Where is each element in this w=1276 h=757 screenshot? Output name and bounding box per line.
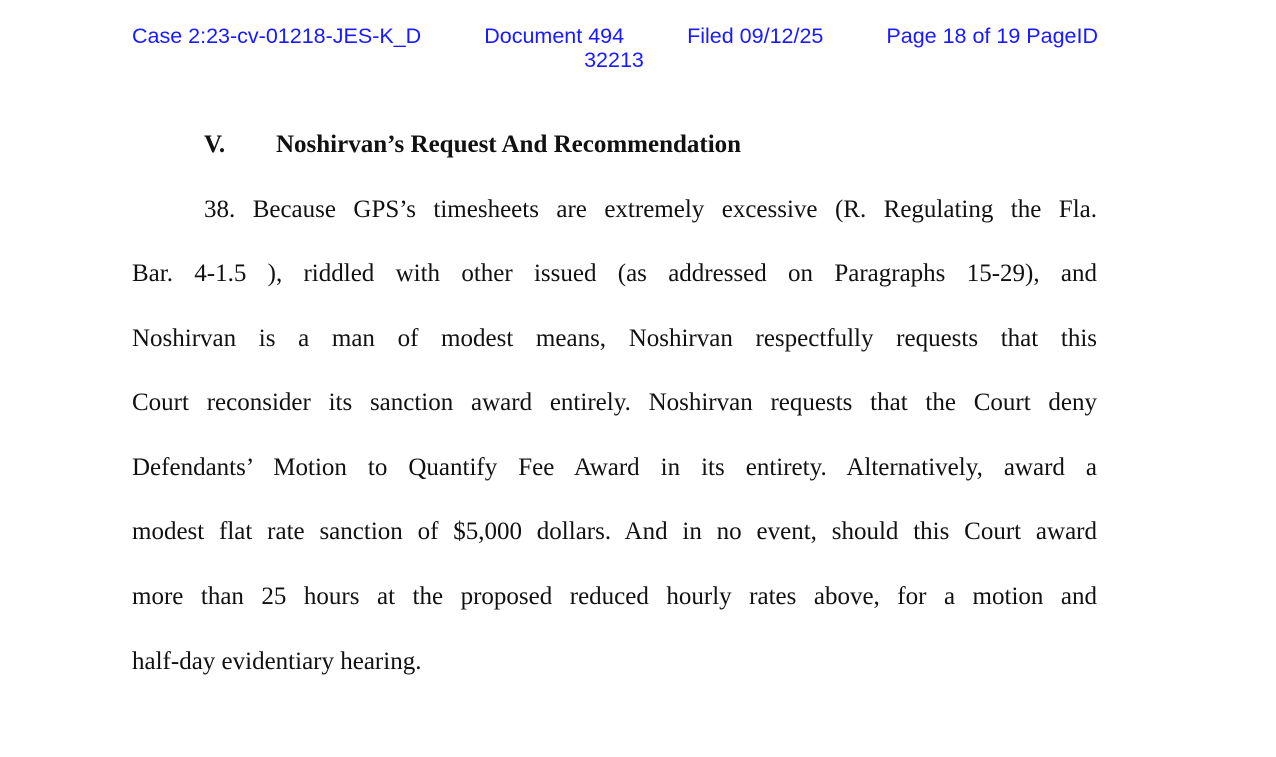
court-filing-header	[132, 24, 1098, 72]
paragraph-line: Court reconsider its sanction award entirely. Noshirvan requests that the Court deny	[132, 389, 1097, 416]
paragraph-line: Bar. 4-1.5 ), riddled with other issued (as addressed on Paragraphs 15-29), and	[132, 260, 1097, 287]
section-number: V.	[204, 131, 226, 158]
paragraph-line: more than 25 hours at the proposed reduced hourly rates above, for a motion and	[132, 583, 1097, 610]
section-title: Noshirvan’s Request And Recommendation	[276, 131, 742, 158]
header-row	[132, 24, 1098, 48]
page-info: Page 18 of 19 PageID	[886, 24, 1098, 48]
section-heading	[204, 131, 741, 159]
paragraph-line: modest flat rate sanction of $5,000 dollars. And in no event, should this Court award	[132, 518, 1097, 545]
page-id: 32213	[584, 48, 644, 72]
filed-date: Filed 09/12/25	[687, 24, 824, 48]
case-number: Case 2:23-cv-01218-JES-K_D	[132, 24, 422, 48]
paragraph-line: 38. Because GPS’s timesheets are extremely excessive (R. Regulating the Fla.	[204, 196, 1097, 223]
document-number: Document 494	[484, 24, 625, 48]
paragraph-line: Defendants’ Motion to Quantify Fee Award in its entirety. Alternatively, award a	[132, 454, 1097, 481]
paragraph-line: half-day evidentiary hearing.	[132, 648, 422, 675]
paragraph-line: Noshirvan is a man of modest means, Noshirvan respectfully requests that this	[132, 325, 1097, 352]
